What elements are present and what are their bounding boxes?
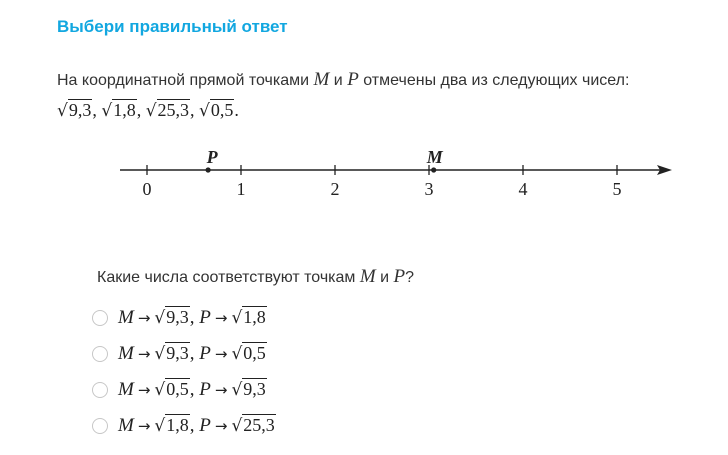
- option-text: M → √9,3, P → √1,8: [118, 307, 266, 328]
- option-text: M → √1,8, P → √25,3: [118, 415, 275, 436]
- problem-statement: [57, 69, 629, 91]
- point-marker: [206, 167, 211, 172]
- answer-option[interactable]: [92, 300, 276, 336]
- tick-label: 0: [142, 179, 152, 199]
- radio-unchecked-icon[interactable]: [92, 310, 108, 326]
- option-text: M → √0,5, P → √9,3: [118, 379, 266, 400]
- tick-label: 3: [424, 179, 434, 199]
- page-title: Выбери правильный ответ: [57, 17, 288, 36]
- option-text: M → √9,3, P → √0,5: [118, 343, 266, 364]
- answer-option[interactable]: [92, 336, 276, 372]
- tick-label: 4: [518, 179, 528, 199]
- point-label: P: [206, 147, 218, 167]
- sqrt-number: √25,3: [145, 100, 190, 121]
- problem-text-before: На координатной прямой точками: [57, 72, 310, 89]
- radio-unchecked-icon[interactable]: [92, 346, 108, 362]
- tick-label: 5: [612, 179, 622, 199]
- question-conj: и: [380, 269, 390, 286]
- var-p: P: [347, 69, 359, 90]
- sqrt-number: √1,8: [101, 100, 136, 121]
- var-p: P: [393, 266, 406, 287]
- var-m: M: [359, 266, 376, 287]
- problem-conj: и: [333, 72, 343, 89]
- sqrt-number: √0,5: [199, 100, 234, 121]
- question-text-after: ?: [405, 269, 415, 286]
- answer-option[interactable]: [92, 408, 276, 444]
- tick-label: 2: [330, 179, 340, 199]
- point-marker: [431, 167, 436, 172]
- answer-options: [92, 300, 276, 444]
- question-text: [97, 266, 414, 288]
- sqrt-number: √9,3: [57, 100, 92, 121]
- answer-option[interactable]: [92, 372, 276, 408]
- tick-label: 1: [236, 179, 246, 199]
- problem-text-after: отмечены два из следующих чисел:: [363, 72, 630, 89]
- radio-unchecked-icon[interactable]: [92, 382, 108, 398]
- number-list: √9,3, √1,8, √25,3, √0,5.: [57, 100, 239, 121]
- question-text-before: Какие числа соответствуют точкам: [97, 269, 356, 286]
- var-m: M: [313, 69, 330, 90]
- point-label: M: [426, 147, 443, 167]
- number-line: [0, 140, 728, 210]
- radio-unchecked-icon[interactable]: [92, 418, 108, 434]
